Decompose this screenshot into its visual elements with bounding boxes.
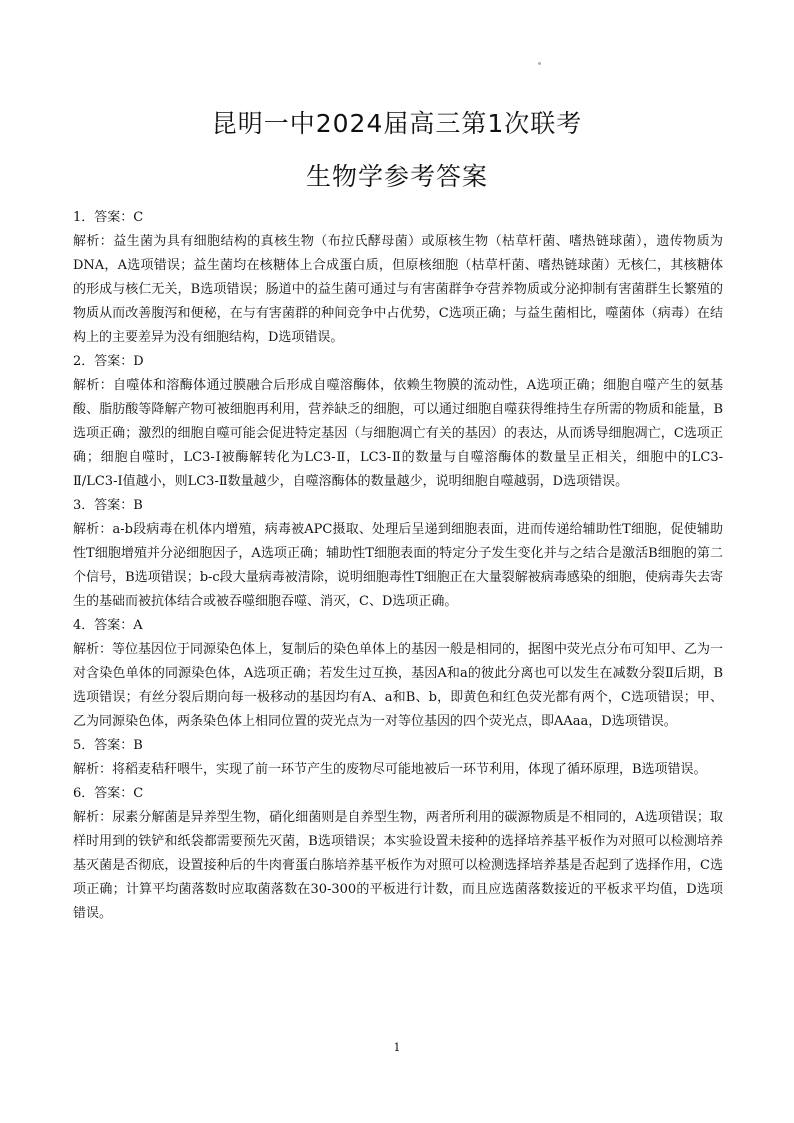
exam-subtitle: 生物学参考答案	[305, 162, 488, 191]
analysis-2: 解析：自噬体和溶酶体通过膜融合后形成自噬溶酶体，依赖生物膜的流动性，A选项正确；细胞自噬产生的氨基酸、脂肪酸等降解产物可被细胞再利用，营养缺乏的细胞，可以通过细胞自噬获得维持生存所需的物质和能量，B选项正确；激烈的细胞自噬可能会促进特定基因（与细胞凋亡有关的基因）的表达，从而诱导细胞凋亡，C选项正确；细胞自噬时，LC3-Ⅰ被酶解转化为LC3-Ⅱ，LC3-Ⅱ的数量与自噬溶酶体的数量呈正相关，细胞中的LC3-Ⅱ/LC3-Ⅰ值越小，则LC3-Ⅱ数量越少，自噬溶酶体的数量越少，说明细胞自噬越弱，D选项错误。	[73, 378, 723, 489]
answer-list	[73, 206, 723, 926]
answer-2: 2．答案：D	[73, 354, 144, 369]
scan-dot	[538, 62, 541, 65]
analysis-5: 解析：将稻麦秸秆喂牛，实现了前一环节产生的废物尽可能地被后一环节利用，体现了循环原理，B选项错误。	[73, 762, 707, 777]
analysis-1: 解析：益生菌为具有细胞结构的真核生物（布拉氏酵母菌）或原核生物（枯草杆菌、嗜热链球菌），遗传物质为DNA，A选项错误；益生菌均在核糖体上合成蛋白质，但原核细胞（枯草杆菌、嗜热链球菌）无核仁，其核糖体的形成与核仁无关，B选项错误；肠道中的益生菌可通过与有害菌群争夺营养物质或分泌抑制有害菌群生长繁殖的物质从而改善腹泻和便秘，在与有害菌群的种间竞争中占优势，C选项正确；与益生菌相比，噬菌体（病毒）在结构上的主要差异为没有细胞结构，D选项错误。	[73, 234, 723, 345]
page-number: 1	[393, 1041, 401, 1054]
analysis-6: 解析：尿素分解菌是异养型生物，硝化细菌则是自养型生物，两者所利用的碳源物质是不相同的，A选项错误；取样时用到的铁铲和纸袋都需要预先灭菌，B选项错误；本实验设置未接种的选择培养基平板作为对照可以检测培养基灭菌是否彻底，设置接种后的牛肉膏蛋白胨培养基平板作为对照可以检测选择培养基是否起到了选择作用，C选项正确；计算平均菌落数时应取菌落数在30-300的平板进行计数，而且应选菌落数接近的平板求平均值，D选项错误。	[73, 810, 723, 921]
answer-6: 6．答案：C	[73, 786, 144, 801]
analysis-4: 解析：等位基因位于同源染色体上，复制后的染色单体上的基因一般是相同的，据图中荧光点分布可知甲、乙为一对含染色单体的同源染色体，A选项正确；若发生过互换，基因A和a的彼此分离也可以发生在减数分裂Ⅱ后期，B选项错误；有丝分裂后期向每一极移动的基因均有A、a和B、b，即黄色和红色荧光都有两个，C选项错误；甲、乙为同源染色体，两条染色体上相同位置的荧光点为一对等位基因的四个荧光点，即AAaa，D选项错误。	[73, 642, 724, 729]
answer-4: 4．答案：A	[73, 618, 143, 633]
answer-3: 3．答案：B	[73, 498, 143, 513]
answer-1: 1．答案：C	[73, 210, 144, 225]
answer-5: 5．答案：B	[73, 738, 143, 753]
exam-title: 昆明一中2024届高三第1次联考	[211, 109, 583, 138]
analysis-3: 解析：a-b段病毒在机体内增殖，病毒被APC摄取、处理后呈递到细胞表面，进而传递给辅助性T细胞，促使辅助性T细胞增殖并分泌细胞因子，A选项正确；辅助性T细胞表面的特定分子发生变化并与之结合是激活B细胞的第二个信号，B选项错误；b-c段大量病毒被清除，说明细胞毒性T细胞正在大量裂解被病毒感染的细胞，使病毒失去寄生的基础而被抗体结合或被吞噬细胞吞噬、消灭，C、D选项正确。	[73, 522, 723, 609]
